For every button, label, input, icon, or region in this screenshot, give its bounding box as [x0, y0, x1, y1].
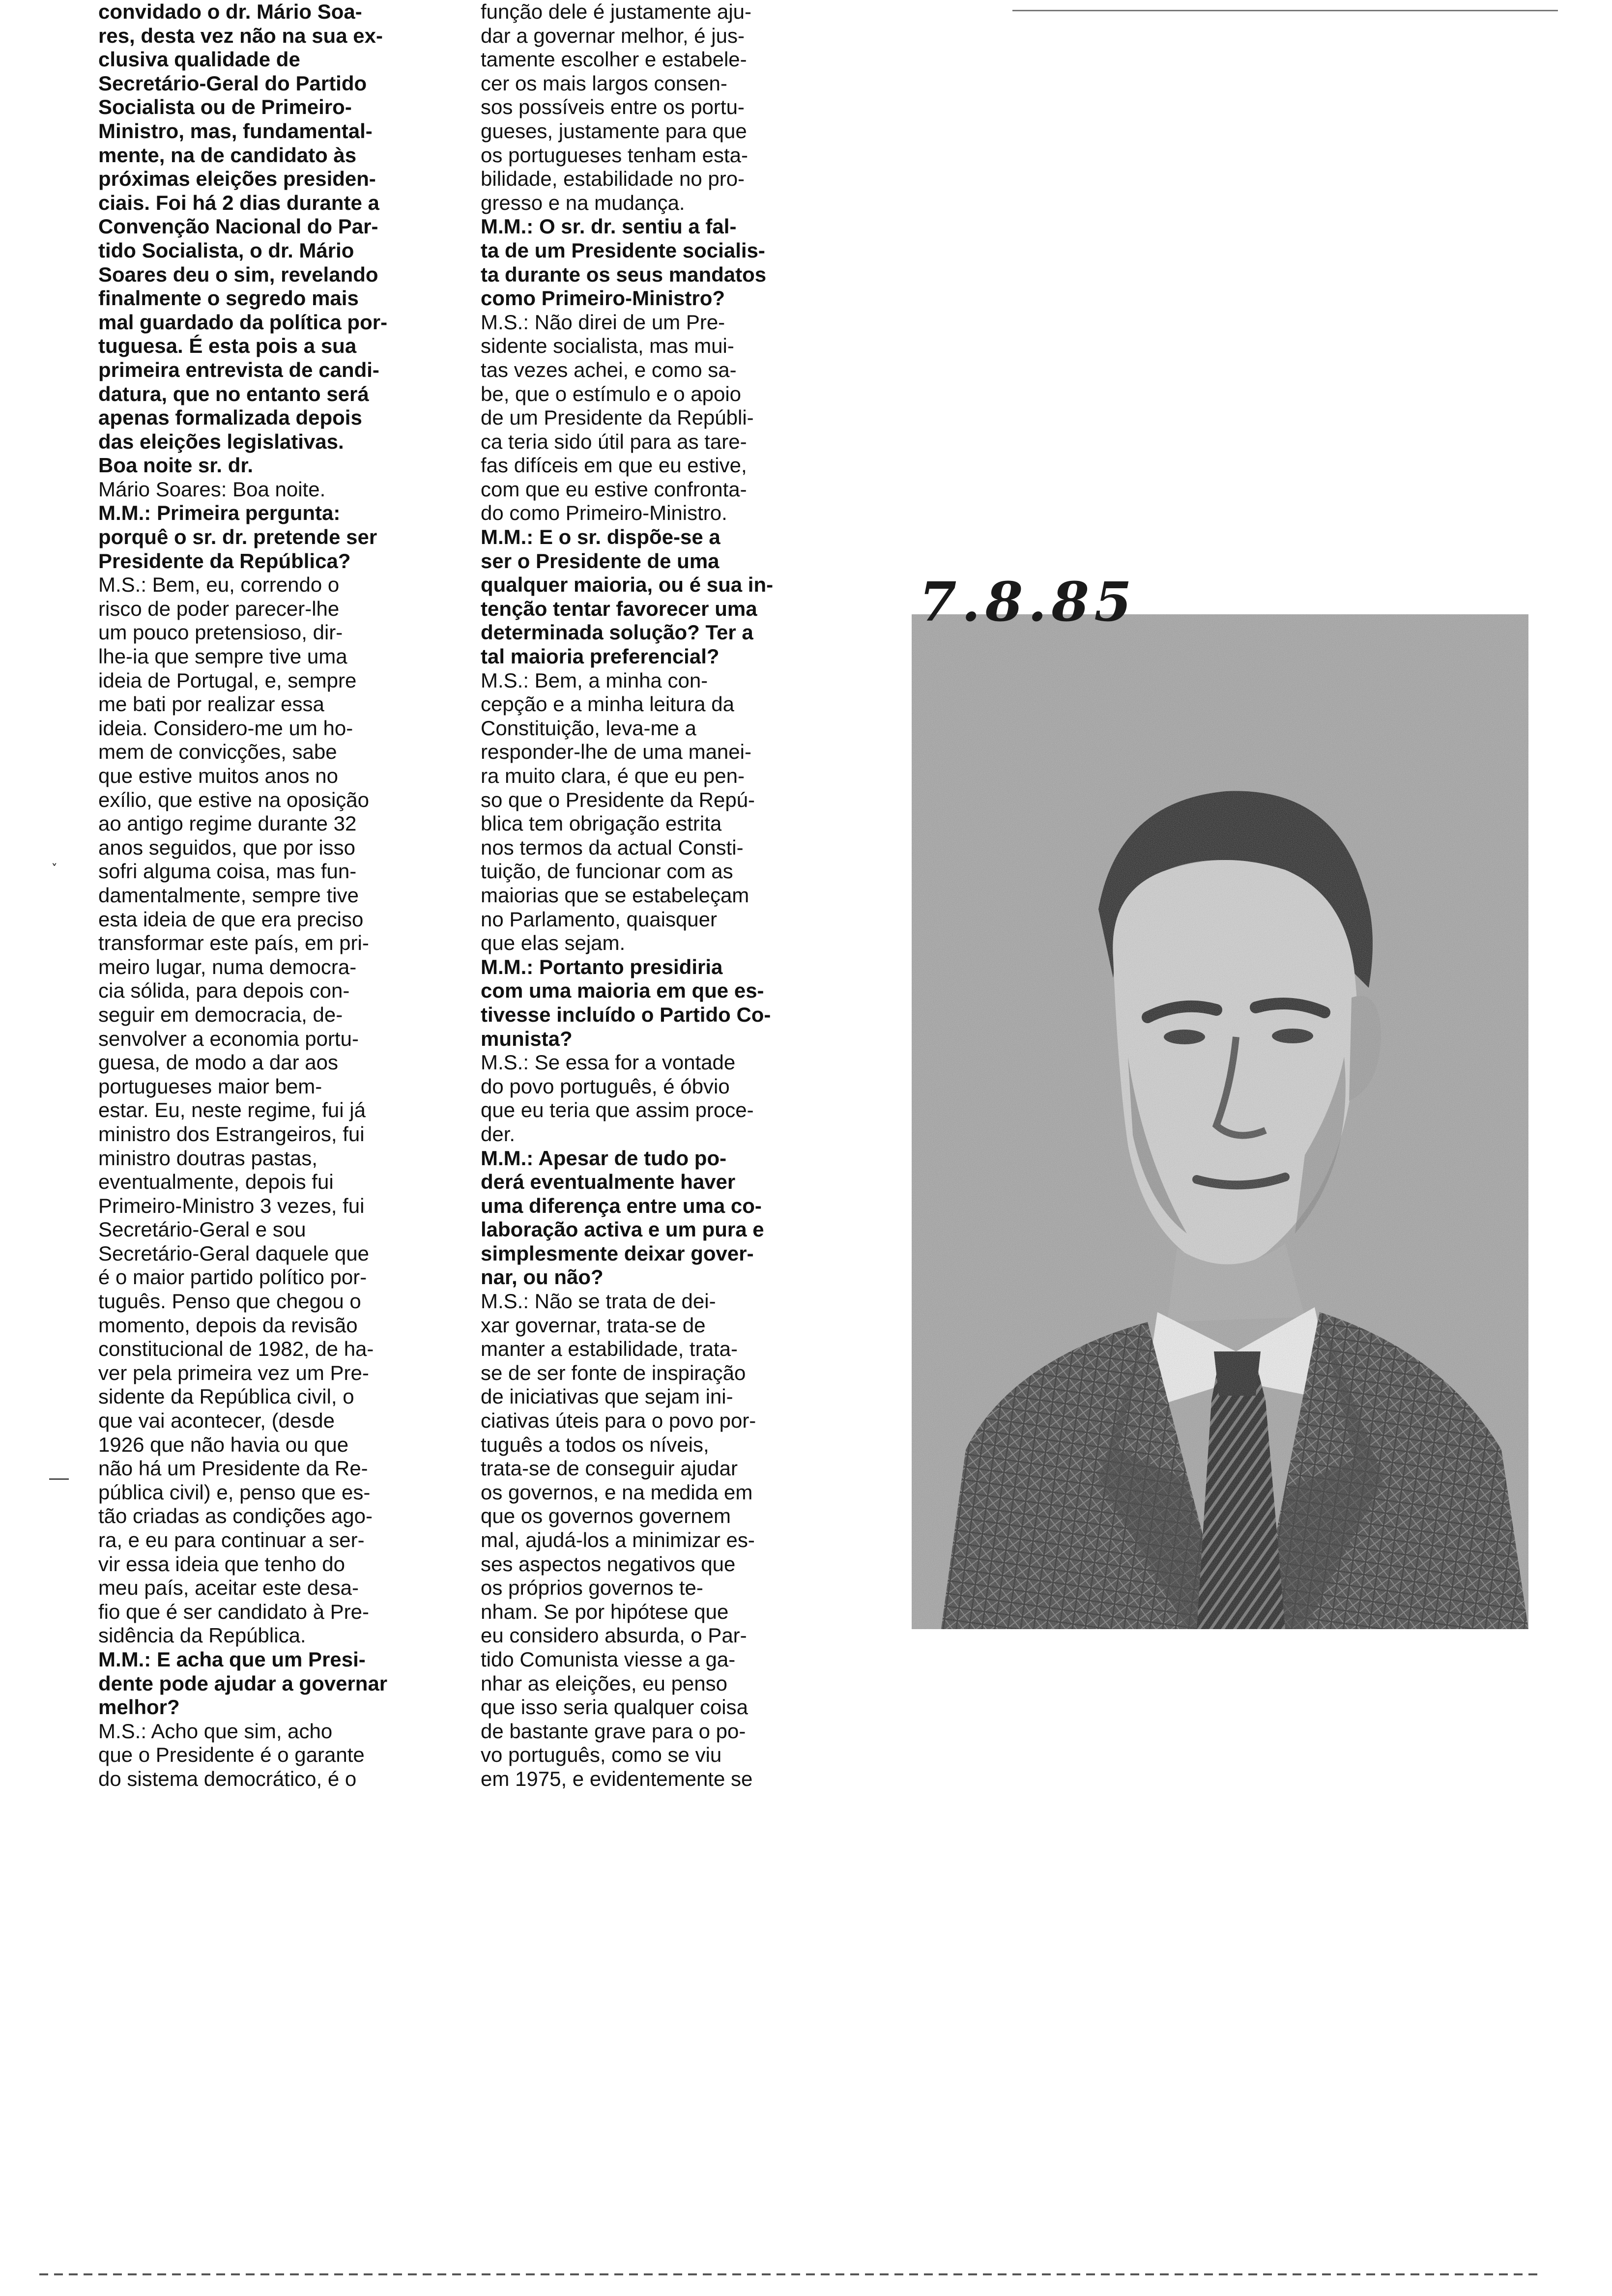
article-line: que os governos governem	[481, 1504, 731, 1528]
article-line: ao antigo regime durante 32	[98, 812, 357, 835]
article-line: M.S.: Não direi de um Pre-	[481, 310, 725, 334]
article-line: se de ser fonte de inspiração	[481, 1361, 746, 1384]
article-line: dente pode ajudar a governar	[98, 1671, 388, 1695]
article-line: qualquer maioria, ou é sua in-	[481, 573, 774, 597]
article-line: tuição, de funcionar com as	[481, 860, 733, 883]
article-line: transformar este país, em pri-	[98, 931, 369, 955]
article-line: guesa, de modo a dar aos	[98, 1051, 339, 1074]
article-line: nham. Se por hipótese que	[481, 1600, 729, 1623]
article-line: nar, ou não?	[481, 1265, 604, 1289]
article-line: be, que o estímulo e o apoio	[481, 382, 742, 405]
article-line: cer os mais largos consen-	[481, 71, 727, 95]
article-line: Secretário-Geral e sou	[98, 1218, 306, 1241]
article-line: seguir em democracia, de-	[98, 1003, 343, 1026]
article-line: M.S.: Não se trata de dei-	[481, 1290, 716, 1313]
article-line: nos termos da actual Consti-	[481, 835, 744, 859]
article-line: anos seguidos, que por isso	[98, 835, 356, 859]
article-line: fio que é ser candidato à Pre-	[98, 1600, 370, 1623]
article-line: manter a estabilidade, trata-	[481, 1337, 738, 1361]
article-line: sos possíveis entre os portu-	[481, 95, 745, 119]
article-line: blica tem obrigação estrita	[481, 812, 722, 835]
article-line: Soares deu o sim, revelando	[98, 262, 378, 286]
article-line: Mário Soares: Boa noite.	[98, 477, 326, 501]
article-line: que isso seria qualquer coisa	[481, 1695, 748, 1719]
article-line: que o Presidente é o garante	[98, 1743, 365, 1767]
article-line: der.	[481, 1122, 516, 1146]
article-line: M.S.: Acho que sim, acho	[98, 1719, 333, 1743]
article-line: simplesmente deixar gover-	[481, 1241, 754, 1265]
article-line: ciativas úteis para o povo por-	[481, 1409, 756, 1433]
article-line: ses aspectos negativos que	[481, 1552, 736, 1576]
article-line: determinada solução? Ter a	[481, 621, 753, 644]
article-line: função dele é justamente aju-	[481, 0, 752, 23]
article-column-2	[481, 0, 805, 1791]
article-line: com uma maioria em que es-	[481, 979, 764, 1003]
article-column-1	[98, 0, 423, 1791]
article-line: esta ideia de que era preciso	[98, 907, 364, 931]
article-line: maiorias que se estabeleçam	[481, 883, 749, 907]
article-line: eventualmente, depois fui	[98, 1170, 334, 1194]
article-line: tas vezes achei, e como sa-	[481, 358, 737, 381]
article-line: sidente da República civil, o	[98, 1385, 354, 1408]
article-line: exílio, que estive na oposição	[98, 788, 370, 811]
article-line: no Parlamento, quaisquer	[481, 907, 717, 931]
article-line: vo português, como se viu	[481, 1743, 722, 1767]
top-scan-rule	[1012, 10, 1558, 11]
article-line: ca teria sido útil para as tare-	[481, 430, 747, 453]
article-line: M.S.: Bem, eu, correndo o	[98, 573, 340, 597]
article-line: ministro doutras pastas,	[98, 1146, 317, 1170]
article-line: so que o Presidente da Repú-	[481, 788, 755, 811]
article-line: de iniciativas que sejam ini-	[481, 1385, 733, 1408]
article-line: tido Comunista viesse a ga-	[481, 1647, 736, 1671]
article-line: Secretário-Geral do Partido	[98, 71, 367, 95]
article-line: derá eventualmente haver	[481, 1170, 736, 1194]
article-line: bilidade, estabilidade no pro-	[481, 167, 745, 191]
article-line: ciais. Foi há 2 dias durante a	[98, 191, 379, 214]
article-line: ra, e eu para continuar a ser-	[98, 1528, 365, 1551]
article-line: primeira entrevista de candi-	[98, 358, 379, 381]
article-line: uma diferença entre uma co-	[481, 1194, 762, 1217]
article-line: como Primeiro-Ministro?	[481, 287, 725, 310]
article-line: eu considero absurda, o Par-	[481, 1624, 747, 1647]
article-line: finalmente o segredo mais	[98, 287, 359, 310]
article-line: ministro dos Estrangeiros, fui	[98, 1122, 365, 1146]
article-line: porquê o sr. dr. pretende ser	[98, 525, 377, 549]
article-line: melhor?	[98, 1695, 180, 1719]
article-line: pública civil) e, penso que es-	[98, 1480, 371, 1504]
article-line: das eleições legislativas.	[98, 430, 344, 453]
article-line: com que eu estive confronta-	[481, 477, 747, 501]
article-line: constitucional de 1982, de ha-	[98, 1337, 374, 1361]
article-line: tuguesa. É esta pois a sua	[98, 334, 357, 358]
article-line: que eu teria que assim proce-	[481, 1098, 754, 1122]
article-line: M.M.: O sr. dr. sentiu a fal-	[481, 215, 737, 238]
article-line: um pouco pretensioso, dir-	[98, 621, 343, 644]
article-line: ser o Presidente de uma	[481, 549, 720, 573]
article-line: Boa noite sr. dr.	[98, 454, 254, 477]
article-line: gresso e na mudança.	[481, 191, 685, 214]
article-line: mem de convicções, sabe	[98, 740, 337, 764]
article-line: tivesse incluído o Partido Co-	[481, 1003, 771, 1026]
bottom-scan-rule	[39, 2273, 1543, 2275]
article-line: Secretário-Geral daquele que	[98, 1241, 370, 1265]
portrait-photo	[912, 614, 1528, 1629]
article-line: estar. Eu, neste regime, fui já	[98, 1098, 366, 1122]
article-line: apenas formalizada depois	[98, 406, 362, 430]
article-line: damentalmente, sempre tive	[98, 883, 359, 907]
article-line: lhe-ia que sempre tive uma	[98, 645, 347, 668]
article-line: res, desta vez não na sua ex-	[98, 24, 383, 47]
article-line: portugueses maior bem-	[98, 1074, 322, 1098]
article-line: os governos, e na medida em	[481, 1480, 753, 1504]
article-line: munista?	[481, 1027, 573, 1050]
article-line: que elas sejam.	[481, 931, 626, 955]
article-line: tão criadas as condições ago-	[98, 1504, 373, 1528]
article-line: M.M.: Primeira pergunta:	[98, 501, 341, 525]
article-line: do povo português, é óbvio	[481, 1074, 730, 1098]
handwritten-date-label: 7.8.85	[919, 570, 1137, 633]
article-line: Convenção Nacional do Par-	[98, 215, 378, 238]
article-line: de um Presidente da Repúbli-	[481, 406, 754, 430]
article-line: sidente socialista, mas mui-	[481, 334, 734, 358]
article-line: momento, depois da revisão	[98, 1313, 358, 1337]
article-line: responder-lhe de uma manei-	[481, 740, 751, 764]
article-line: Presidente da República?	[98, 549, 351, 573]
article-line: os próprios governos te-	[481, 1576, 703, 1600]
article-line: M.M.: Apesar de tudo po-	[481, 1146, 727, 1170]
article-line: de bastante grave para o po-	[481, 1719, 746, 1743]
article-line: Socialista ou de Primeiro-	[98, 95, 352, 119]
article-line: tal maioria preferencial?	[481, 645, 720, 668]
article-line: é o maior partido político por-	[98, 1265, 367, 1289]
article-line: senvolver a economia portu-	[98, 1027, 359, 1050]
photo-grain	[912, 614, 1528, 1629]
article-line: do como Primeiro-Ministro.	[481, 501, 727, 525]
article-line: trata-se de conseguir ajudar	[481, 1457, 738, 1480]
article-line: cepção e a minha leitura da	[481, 692, 734, 716]
article-line: ideia de Portugal, e, sempre	[98, 668, 357, 692]
article-line: tuguês. Penso que chegou o	[98, 1290, 361, 1313]
article-line: me bati por realizar essa	[98, 692, 324, 716]
article-line: Constituição, leva-me a	[481, 716, 696, 740]
article-line: os portugueses tenham esta-	[481, 143, 748, 167]
article-line: risco de poder parecer-lhe	[98, 597, 340, 620]
article-line: mal, ajudá-los a minimizar es-	[481, 1528, 755, 1551]
article-line: do sistema democrático, é o	[98, 1767, 357, 1790]
margin-mark: ˯	[51, 845, 58, 867]
article-line: datura, que no entanto será	[98, 382, 369, 405]
article-line: M.S.: Bem, a minha con-	[481, 668, 708, 692]
article-line: sofri alguma coisa, mas fun-	[98, 860, 357, 883]
article-line: nhar as eleições, eu penso	[481, 1671, 728, 1695]
article-line: mal guardado da política por-	[98, 310, 388, 334]
article-line: Ministro, mas, fundamental-	[98, 119, 373, 143]
article-line: ra muito clara, é que eu pen-	[481, 764, 745, 787]
article-line: que estive muitos anos no	[98, 764, 338, 787]
article-line: xar governar, trata-se de	[481, 1313, 706, 1337]
article-line: ideia. Considero-me um ho-	[98, 716, 353, 740]
article-line: dar a governar melhor, é jus-	[481, 24, 745, 47]
article-line: tenção tentar favorecer uma	[481, 597, 757, 620]
article-line: mente, na de candidato às	[98, 143, 357, 167]
article-line: M.M.: E o sr. dispõe-se a	[481, 525, 720, 549]
article-line: ver pela primeira vez um Pre-	[98, 1361, 369, 1384]
article-line: em 1975, e evidentemente se	[481, 1767, 753, 1790]
article-line: que vai acontecer, (desde	[98, 1409, 335, 1433]
article-line: Primeiro-Ministro 3 vezes, fui	[98, 1194, 365, 1217]
article-line: próximas eleições presiden-	[98, 167, 376, 191]
article-line: meu país, aceitar este desa-	[98, 1576, 359, 1600]
margin-mark: —	[49, 1467, 69, 1489]
article-line: tuguês a todos os níveis,	[481, 1433, 709, 1456]
article-line: tido Socialista, o dr. Mário	[98, 238, 354, 262]
article-line: clusiva qualidade de	[98, 48, 300, 71]
article-line: M.S.: Se essa for a vontade	[481, 1051, 736, 1074]
article-line: fas difíceis em que eu estive,	[481, 454, 747, 477]
article-line: meiro lugar, numa democra-	[98, 955, 357, 978]
article-line: gueses, justamente para que	[481, 119, 747, 143]
article-line: laboração activa e um pura e	[481, 1218, 764, 1241]
article-line: ta de um Presidente socialis-	[481, 238, 765, 262]
article-line: M.M.: Portanto presidiria	[481, 955, 723, 978]
article-line: tamente escolher e estabele-	[481, 48, 747, 71]
article-line: vir essa ideia que tenho do	[98, 1552, 345, 1576]
article-line: cia sólida, para depois con-	[98, 979, 350, 1003]
article-line: 1926 que não havia ou que	[98, 1433, 349, 1456]
article-line: convidado o dr. Mário Soa-	[98, 0, 362, 23]
article-line: ta durante os seus mandatos	[481, 262, 767, 286]
article-line: M.M.: E acha que um Presi-	[98, 1647, 366, 1671]
article-line: não há um Presidente da Re-	[98, 1457, 368, 1480]
article-line: sidência da República.	[98, 1624, 306, 1647]
